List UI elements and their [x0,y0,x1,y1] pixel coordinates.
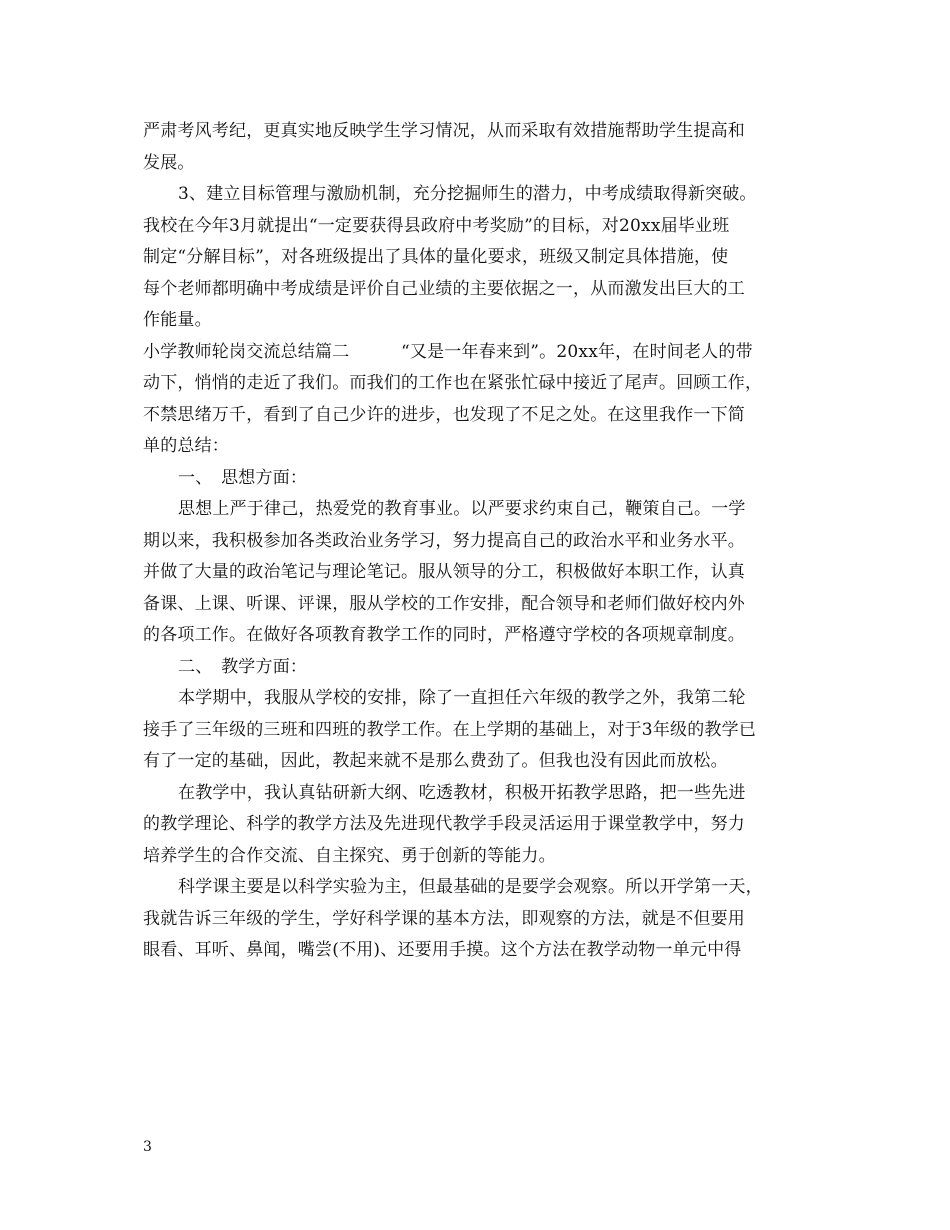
text-line: 眼看、耳听、鼻闻，嘴尝(不用)、还要用手摸。这个方法在教学动物一单元中得 [143,940,742,960]
text-line: 小学教师轮岗交流总结篇二 “又是一年春来到”。20xx年，在时间老人的带 [143,341,753,362]
text-line: 动下，悄悄的走近了我们。而我们的工作也在紧张忙碌中接近了尾声。回顾工作， [143,373,763,393]
text-line: 作能量。 [143,310,212,330]
text-line: 二、 教学方面： [178,656,308,677]
text-line: 培养学生的合作交流、自主探究、勇于创新的等能力。 [143,845,556,866]
text-line: 每个老师都明确中考成绩是评价自己业绩的主要依据之一，从而激发出巨大的工 [143,278,745,299]
text-line: 制定“分解目标”，对各班级提出了具体的量化要求，班级又制定具体措施，使 [143,247,729,267]
text-line: 3、建立目标管理与激励机制，充分挖掘师生的潜力，中考成绩取得新突破。 [178,184,757,204]
text-line: 我校在今年3月就提出“一定要获得县政府中考奖励”的目标，对20xx届毕业班 [143,215,730,236]
text-line: 的教学理论、科学的教学方法及先进现代教学手段灵活运用于课堂教学中，努力 [143,814,745,834]
document-body [143,116,815,967]
text-line: 严肃考风考纪，更真实地反映学生学习情况，从而采取有效措施帮助学生提高和 [143,121,745,141]
text-line: 思想上严于律己，热爱党的教育事业。以严要求约束自己，鞭策自己。一学 [178,499,746,519]
text-line: 我就告诉三年级的学生，学好科学课的基本方法，即观察的方法，就是不但要用 [143,908,745,929]
text-line: 科学课主要是以科学实验为主，但最基础的是要学会观察。所以开学第一天， [178,877,763,897]
text-line: 备课、上课、听课、评课，服从学校的工作安排，配合领导和老师们做好校内外 [143,593,745,614]
text-line: 一、 思想方面： [178,467,308,488]
text-line: 的各项工作。在做好各项教育教学工作的同时，严格遵守学校的各项规章制度。 [143,625,745,645]
text-line: 在教学中，我认真钻研新大纲、吃透教材，积极开拓教学思路，把一些先进 [178,782,746,803]
text-line: 并做了大量的政治笔记与理论笔记。服从领导的分工，积极做好本职工作，认真 [143,562,745,582]
text-line: 单的总结： [143,436,229,456]
page-number: 3 [143,1139,152,1155]
text-line: 接手了三年级的三班和四班的教学工作。在上学期的基础上，对于3年级的教学已 [143,719,757,740]
text-line: 本学期中，我服从学校的安排，除了一直担任六年级的教学之外，我第二轮 [178,688,746,708]
text-line: 期以来，我积极参加各类政治业务学习，努力提高自己的政治水平和业务水平。 [143,530,745,551]
text-line: 有了一定的基础，因此，教起来就不是那么费劲了。但我也没有因此而放松。 [143,751,728,771]
text-line: 不禁思绪万千，看到了自己少许的进步，也发现了不足之处。在这里我作一下简 [143,404,745,425]
text-line: 发展。 [143,152,195,173]
